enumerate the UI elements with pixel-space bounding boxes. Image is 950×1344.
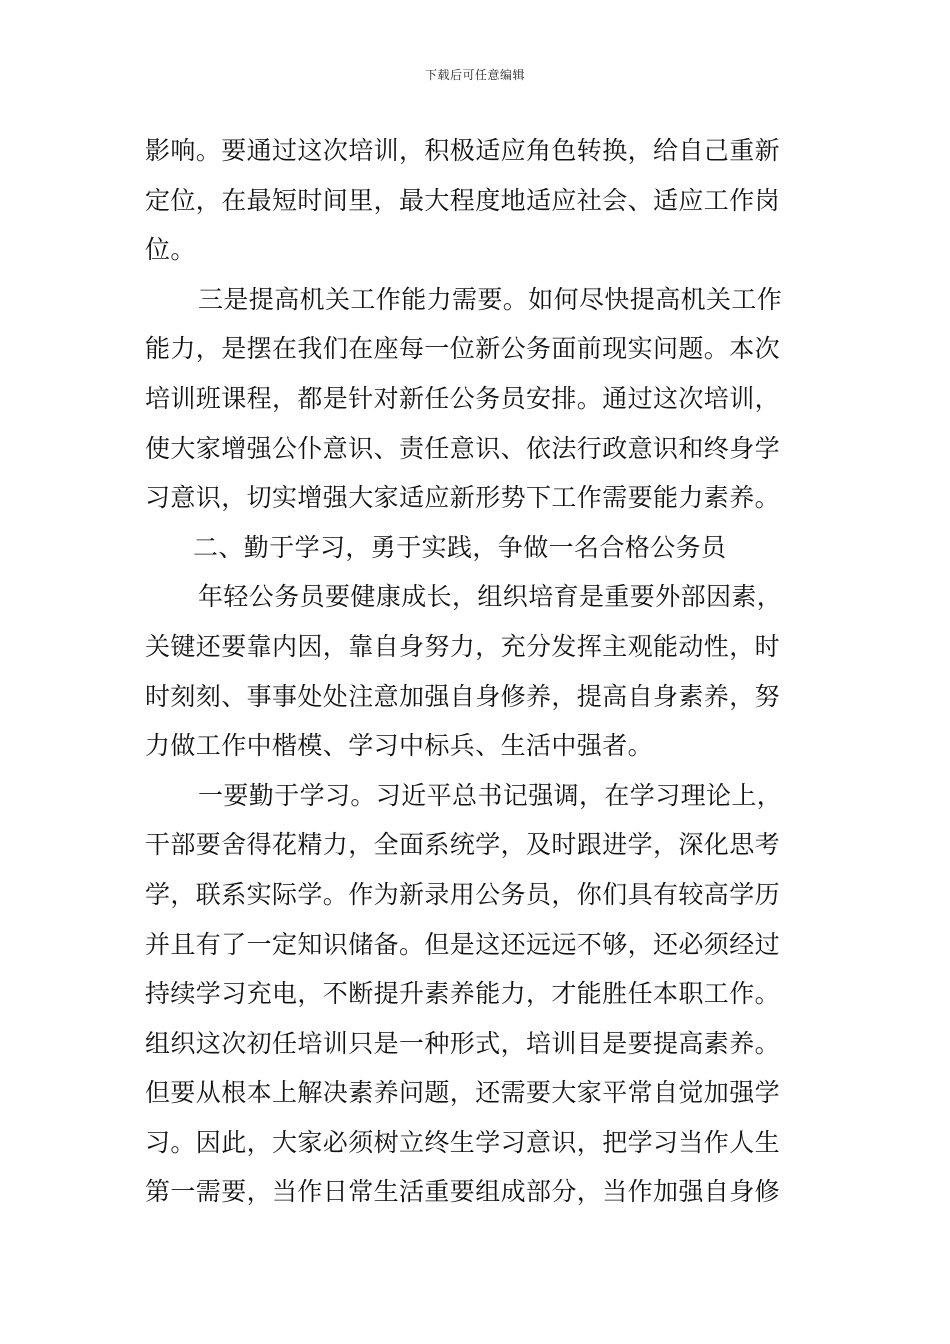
text-line: 一要勤于学习。习近平总书记强调，在学习理论上，: [198, 780, 783, 810]
text-line: 持续学习充电，不断提升素养能力，才能胜任本职工作。: [145, 979, 781, 1009]
section-heading-line: 二、勤于学习，勇于实践，争做一名合格公务员: [193, 532, 727, 562]
text-line: 使大家增强公仆意识、责任意识、依法行政意识和终身学: [145, 433, 781, 463]
text-line: 学，联系实际学。作为新录用公务员，你们具有较高学历: [145, 879, 781, 909]
text-line: 培训班课程，都是针对新任公务员安排。通过这次培训，: [145, 383, 781, 413]
text-line: 年轻公务员要健康成长，组织培育是重要外部因素，: [198, 582, 783, 612]
text-line: 习。因此，大家必须树立终生学习意识，把学习当作人生: [145, 1127, 781, 1157]
text-line: 组织这次初任培训只是一种形式，培训目是要提高素养。: [145, 1028, 781, 1058]
text-line: 位。: [145, 235, 196, 265]
text-line: 时刻刻、事事处处注意加强自身修养，提高自身素养，努: [145, 681, 781, 711]
text-line: 能力，是摆在我们在座每一位新公务面前现实问题。本次: [145, 334, 781, 364]
text-line: 影响。要通过这次培训，积极适应角色转换，给自己重新: [145, 136, 781, 165]
body-text: [145, 126, 810, 1217]
text-line: 三是提高机关工作能力需要。如何尽快提高机关工作: [198, 284, 783, 314]
text-line: 并且有了一定知识储备。但是这还远远不够，还必须经过: [145, 929, 781, 959]
text-line: 力做工作中楷模、学习中标兵、生活中强者。: [145, 731, 654, 761]
text-line: 定位，在最短时间里，最大程度地适应社会、适应工作岗: [145, 185, 781, 215]
text-line: 习意识，切实增强大家适应新形势下工作需要能力素养。: [145, 483, 781, 513]
text-line: 第一需要，当作日常生活重要组成部分，当作加强自身修: [145, 1177, 781, 1207]
text-line: 干部要舍得花精力，全面系统学，及时跟进学，深化思考: [145, 830, 781, 860]
page-header: 下载后可任意编辑: [424, 68, 525, 82]
text-line: 关键还要靠内因，靠自身努力，充分发挥主观能动性，时: [145, 631, 781, 661]
text-line: 但要从根本上解决素养问题，还需要大家平常自觉加强学: [145, 1078, 781, 1108]
